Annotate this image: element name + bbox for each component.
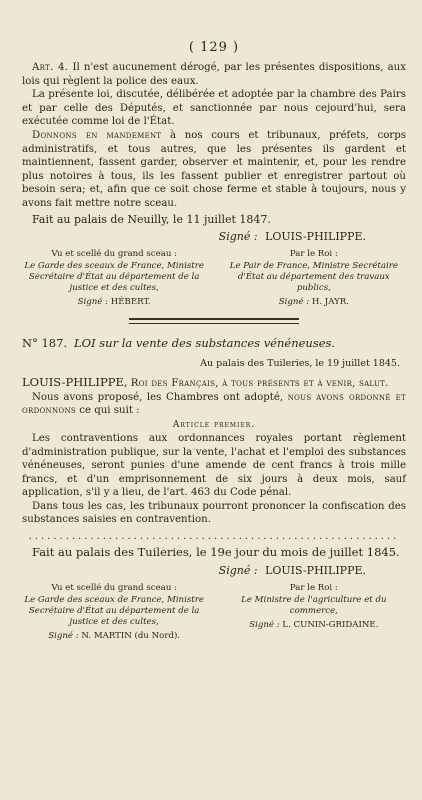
- salut: salut.: [358, 378, 389, 390]
- sig-head: Vu et scellé du grand sceau :: [51, 249, 177, 260]
- sig-name-line: [222, 297, 406, 308]
- law-place-date: Au palais des Tuileries, le 19 juillet 1845.: [200, 358, 400, 370]
- law-heading: [22, 336, 406, 350]
- sig-role: Le Garde des sceaux de France, Ministre Secrétaire d'État au département de la justice et des cultes,: [24, 261, 204, 294]
- sig-name-line: [22, 297, 206, 308]
- sig-head: Par le Roi :: [289, 582, 338, 593]
- signe-label: Signé :: [218, 563, 258, 577]
- separator-rule: [129, 318, 299, 324]
- article-1-text: Les contraventions aux ordonnances royales portant règlement d'administration publique, sur la vente, l'achat et l'emploi des substances vénéneuses, seront punies d'une amende de cent francs à trois mille francs, et d'un emprisonnement de six jours à deux mois, sauf application, s'il y a lieu, de l'art. 463 du Code pénal.: [22, 432, 406, 499]
- sig-head: Vu et scellé du grand sceau :: [51, 582, 177, 593]
- enacting-clause: [22, 391, 406, 418]
- sig-name-line: [222, 620, 406, 631]
- sig-name-line: [22, 631, 206, 642]
- sig-signe: Signé :: [48, 630, 79, 641]
- signe-name: LOUIS-PHILIPPE.: [265, 563, 366, 577]
- sig-name: HÉBERT.: [110, 297, 151, 308]
- page-number: ( 129 ): [188, 40, 240, 55]
- sig-role: Le Pair de France, Ministre Secrétaire d'État au département des travaux publics,: [229, 261, 398, 294]
- article-premier: Article premier.: [172, 419, 256, 430]
- sig-signe: Signé :: [77, 297, 109, 308]
- mandement-lead: Donnons en mandement: [32, 129, 162, 141]
- king-name: LOUIS-PHILIPPE,: [22, 375, 128, 390]
- signe-name: LOUIS-PHILIPPE.: [265, 230, 366, 244]
- ellipsis-dots: ............................................................: [28, 531, 400, 543]
- enacting-end: ce qui suit :: [79, 405, 140, 417]
- law-title: LOI sur la vente des substances vénéneuses.: [74, 336, 336, 351]
- signature-left: [22, 249, 206, 308]
- signature-king-2: [22, 564, 366, 577]
- article-text: Il n'est aucunement dérogé, par les présentes dispositions, aux lois qui règlent la police des eaux.: [22, 62, 406, 87]
- king-title: Roi des Français, à tous présents et à venir,: [130, 378, 356, 390]
- signature-block-1: [22, 249, 406, 308]
- sig-role: Le Ministre de l'agriculture et du commerce,: [241, 594, 387, 616]
- article-label: Art. 4.: [32, 62, 69, 73]
- paragraph-promulgation: La présente loi, discutée, délibérée et adoptée par la chambre des Pairs et par celle des Députés, et sanctionnée par nous cejourd'hui, sera exécutée comme loi de l'État.: [22, 89, 406, 128]
- article-4: [22, 61, 406, 88]
- signature-right: [222, 583, 406, 642]
- sig-name: H. JAYR.: [311, 297, 349, 308]
- sig-name: N. MARTIN (du Nord).: [81, 630, 181, 641]
- signe-label: Signé :: [218, 230, 258, 244]
- law-number: N° 187.: [22, 336, 68, 351]
- fait-line-1: Fait au palais de Neuilly, le 11 juillet 1847.: [32, 212, 271, 226]
- sig-role: Le Garde des sceaux de France, Ministre Secrétaire d'État au département de la justice et des cultes,: [24, 594, 204, 627]
- enacting-text: Nous avons proposé, les Chambres ont adopté,: [32, 391, 284, 403]
- sig-signe: Signé :: [278, 297, 310, 308]
- enacting-ordonne: nous avons ordonné et ordonnons: [22, 391, 406, 417]
- article-2-text: Dans tous les cas, les tribunaux pourront prononcer la confiscation des substances saisies en contravention.: [22, 500, 406, 526]
- paragraph-mandement: [22, 129, 406, 211]
- signature-left: [22, 583, 206, 642]
- sig-name: L. CUNIN-GRIDAINE.: [282, 619, 379, 630]
- fait-line-2: Fait au palais des Tuileries, le 19e jour du mois de juillet 1845.: [32, 545, 400, 560]
- mandement-text: à nos cours et tribunaux, préfets, corps administratifs, et tous autres, que les présentes ils gardent et maintiennent, fassent garder, observer et maintenir, et, pour les rendre plus notoires à tous, ils les fassent publier et enregistrer partout où besoin sera; et, afin que ce soit chose ferme et stable à toujours, nous y avons fait mettre notre sceau.: [22, 129, 406, 209]
- signature-block-2: [22, 583, 406, 642]
- king-line: [22, 375, 406, 391]
- sig-head: Par le Roi :: [289, 249, 338, 260]
- signature-right: [222, 249, 406, 308]
- signature-king-1: [22, 230, 366, 243]
- sig-signe: Signé :: [249, 619, 280, 630]
